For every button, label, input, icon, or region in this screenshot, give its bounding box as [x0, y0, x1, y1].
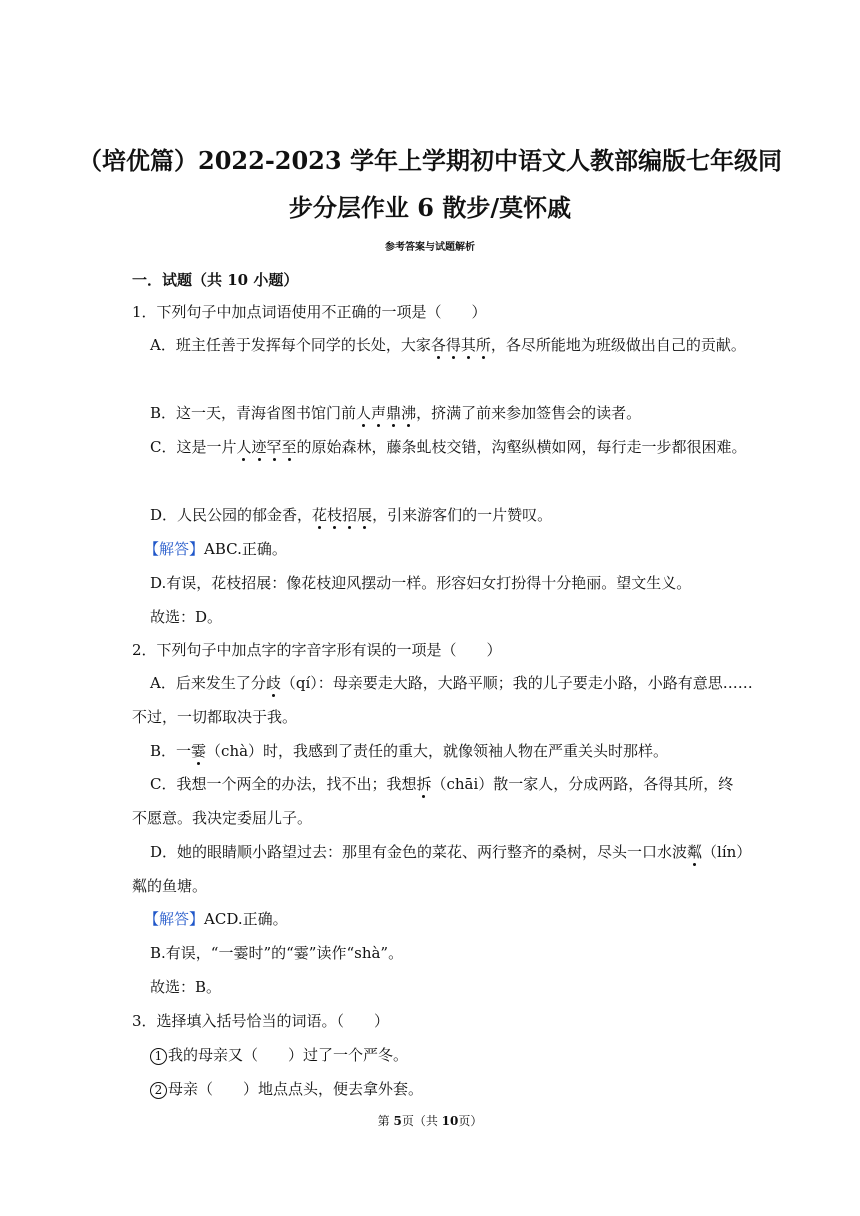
- dotted-char: 展: [357, 506, 373, 524]
- dotted-char: 人: [236, 438, 252, 456]
- option-d-text: D．人民公园的郁金香，: [150, 506, 313, 524]
- option-b-text-rest: ，挤满了前来参加签售会的读者。: [416, 404, 642, 422]
- item-text: 我的母亲又（ ）过了一个严冬。: [168, 1046, 409, 1064]
- question-1-stem: 1．下列句子中加点词语使用不正确的一项是（ ）: [132, 303, 487, 321]
- dotted-char: 所: [475, 336, 491, 354]
- dotted-char: 其: [460, 336, 476, 354]
- question-1-answer: [144, 539, 287, 559]
- page-title-line-1: （培优篇）2022-2023 学年上学期初中语文人教部编版七年级同: [78, 146, 782, 175]
- question-2-option-d-cont: 粼的鱼塘。: [132, 877, 208, 895]
- dotted-char: 粼: [687, 843, 703, 861]
- question-2-choice: 故选：B。: [150, 978, 222, 996]
- option-a-text-rest: ，各尽所能地为班级做出自己的贡献。: [490, 336, 746, 354]
- question-2-analysis: B.有误，“一霎时”的“霎”读作“shà”。: [150, 944, 404, 962]
- option-c-text-rest: （chāi）散一家人，分成两路，各得其所，终: [431, 775, 734, 793]
- answer-text: ABC.正确。: [204, 540, 287, 558]
- question-1-option-a: [150, 335, 746, 355]
- page-number: 5: [393, 1114, 402, 1128]
- option-d-text: D．她的眼睛顺小路望过去：那里有金色的菜花、两行整齐的桑树，尽头一口水波: [150, 843, 688, 861]
- answer-tag: 【解答】: [144, 910, 205, 928]
- question-2-option-c-cont: 不愿意。我决定委屈儿子。: [132, 809, 313, 827]
- question-2-stem: 2．下列句子中加点字的字音字形有误的一项是（ ）: [132, 641, 502, 659]
- footer-text: 页（共: [401, 1114, 442, 1128]
- dotted-char: 鼎: [386, 404, 402, 422]
- circled-number: 2: [150, 1082, 167, 1099]
- option-a-text: A．后来发生了分: [150, 674, 266, 692]
- dotted-char: 霎: [191, 742, 207, 760]
- question-1-option-c: [150, 437, 747, 457]
- question-1-analysis: D.有误，花枝招展：像花枝迎风摆动一样。形容妇女打扮得十分艳丽。望文生义。: [150, 574, 692, 592]
- item-text: 母亲（ ）地点点头，便去拿外套。: [168, 1080, 424, 1098]
- dotted-char: 歧: [265, 674, 281, 692]
- question-2-option-a-cont: 不过，一切都取决于我。: [132, 708, 298, 726]
- dotted-char: 枝: [327, 506, 343, 524]
- dotted-char: 迹: [251, 438, 267, 456]
- option-b-text: B．一: [150, 742, 192, 760]
- option-c-text: C．这是一片: [150, 438, 237, 456]
- section-heading: 一．试题（共 10 小题）: [132, 271, 299, 289]
- question-1-option-b: [150, 403, 641, 423]
- option-c-text: C．我想一个两全的办法，找不出；我想: [150, 775, 417, 793]
- dotted-char: 沸: [401, 404, 417, 422]
- dotted-char: 花: [312, 506, 328, 524]
- option-b-text: B．这一天，青海省图书馆门前: [150, 404, 357, 422]
- dotted-char: 罕: [266, 438, 282, 456]
- question-2-option-c: [150, 774, 733, 794]
- option-d-text-rest: （lín）: [702, 843, 752, 861]
- option-d-text-rest: ，引来游客们的一片赞叹。: [372, 506, 553, 524]
- dotted-char: 各: [430, 336, 446, 354]
- option-a-text-rest: （qí）：母亲要走大路，大路平顺；我的儿子要走小路，小路有意思……: [280, 674, 753, 692]
- answer-tag: 【解答】: [144, 540, 205, 558]
- question-1-choice: 故选：D。: [150, 608, 223, 626]
- answer-text: ACD.正确。: [204, 910, 288, 928]
- question-2-answer: [144, 909, 288, 929]
- total-pages: 10: [441, 1114, 459, 1128]
- option-b-text-rest: （chà）时，我感到了责任的重大，就像领袖人物在严重关头时那样。: [206, 742, 669, 760]
- dotted-char: 声: [371, 404, 387, 422]
- option-a-text: A．班主任善于发挥每个同学的长处，大家: [150, 336, 431, 354]
- question-3-item-1: [150, 1045, 408, 1065]
- option-c-text-rest: 的原始森林，藤条虬枝交错，沟壑纵横如网，每行走一步都很困难。: [296, 438, 747, 456]
- dotted-char: 招: [342, 506, 358, 524]
- page-footer: [0, 1112, 860, 1129]
- footer-text: 第: [377, 1114, 394, 1128]
- question-3-item-2: [150, 1079, 423, 1099]
- page-title-line-2: 步分层作业 6 散步/莫怀戚: [288, 193, 572, 222]
- page-subtitle: 参考答案与试题解析: [385, 242, 475, 253]
- question-2-option-d: [150, 842, 751, 862]
- question-2-option-b: [150, 741, 668, 761]
- question-2-option-a: [150, 673, 753, 693]
- dotted-char: 至: [281, 438, 297, 456]
- footer-text: 页）: [458, 1114, 483, 1128]
- dotted-char: 得: [445, 336, 461, 354]
- dotted-char: 人: [356, 404, 372, 422]
- question-3-stem: 3．选择填入括号恰当的词语。（ ）: [132, 1012, 390, 1030]
- circled-number: 1: [150, 1048, 167, 1065]
- dotted-char: 拆: [416, 775, 432, 793]
- question-1-option-d: [150, 505, 552, 525]
